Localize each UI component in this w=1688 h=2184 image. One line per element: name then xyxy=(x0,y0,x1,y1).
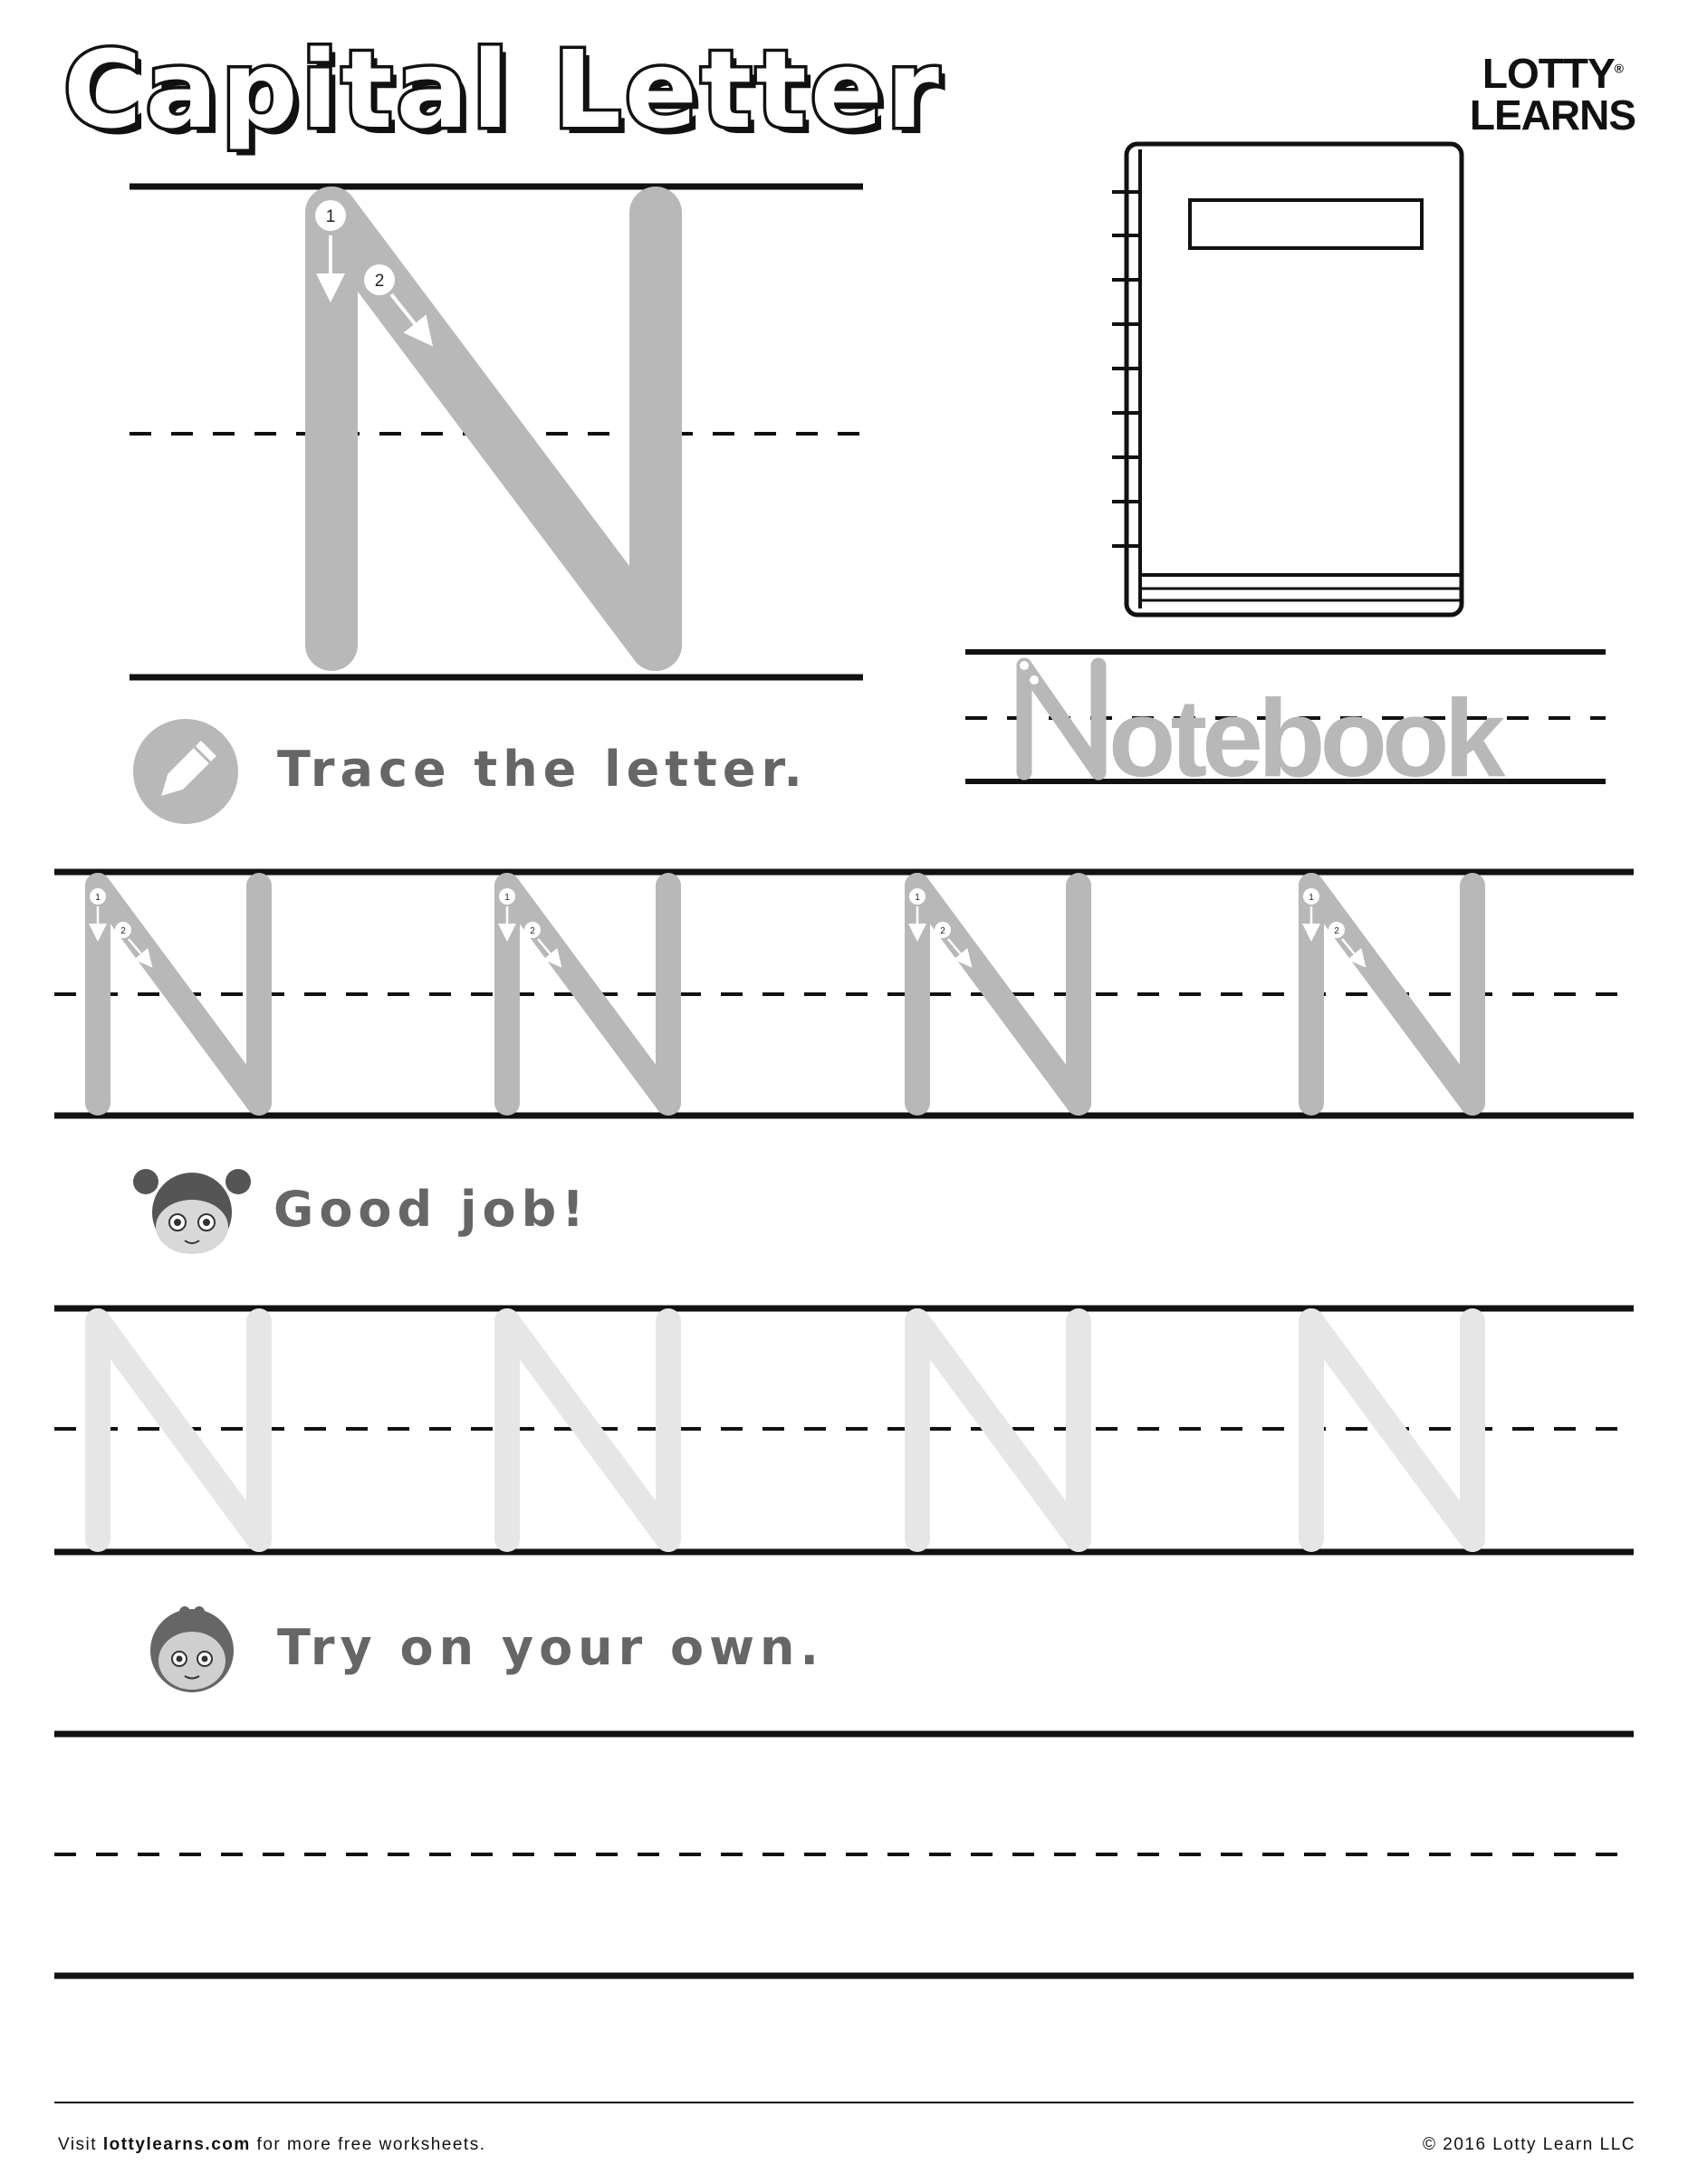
boy-face-icon xyxy=(150,1606,234,1692)
stroke-number-2: 2 xyxy=(1334,926,1339,936)
footer-visit-prefix: Visit xyxy=(58,2135,103,2154)
stroke-number-1: 1 xyxy=(915,893,920,903)
own-instruction: Try on your own. xyxy=(277,1619,824,1676)
brand-mark: ® xyxy=(1614,61,1623,76)
brand-line2: LEARNS xyxy=(1469,91,1635,139)
stroke-number-1: 1 xyxy=(504,893,510,903)
stroke-number-2: 2 xyxy=(940,926,945,936)
brand-line1: LOTTY xyxy=(1482,50,1615,97)
footer-visit-suffix: for more free worksheets. xyxy=(250,2135,486,2154)
word-rest: otebook xyxy=(1108,676,1501,800)
footer-copyright: © 2016 Lotty Learn LLC xyxy=(1422,2135,1635,2154)
footer-visit xyxy=(58,2135,485,2155)
stroke-number-2: 2 xyxy=(530,926,535,936)
trace-instruction: Trace the letter. xyxy=(277,741,808,798)
footer-site-link[interactable]: lottylearns.com xyxy=(102,2135,251,2154)
notebook-icon xyxy=(1112,144,1462,615)
pencil-icon xyxy=(133,719,238,824)
stroke-number-2: 2 xyxy=(374,272,385,291)
stroke-number-2: 2 xyxy=(120,926,126,936)
stroke-number-1: 1 xyxy=(1309,893,1314,903)
girl-face-icon xyxy=(133,1169,251,1254)
stroke-number-1: 1 xyxy=(325,207,336,226)
own-row-guidelines xyxy=(54,1734,1634,1976)
good-job-instruction: Good job! xyxy=(273,1181,590,1238)
worksheet-title: Capital Letter xyxy=(63,27,943,152)
stroke-number-1: 1 xyxy=(95,893,101,903)
word-letter-n xyxy=(1020,661,1098,772)
